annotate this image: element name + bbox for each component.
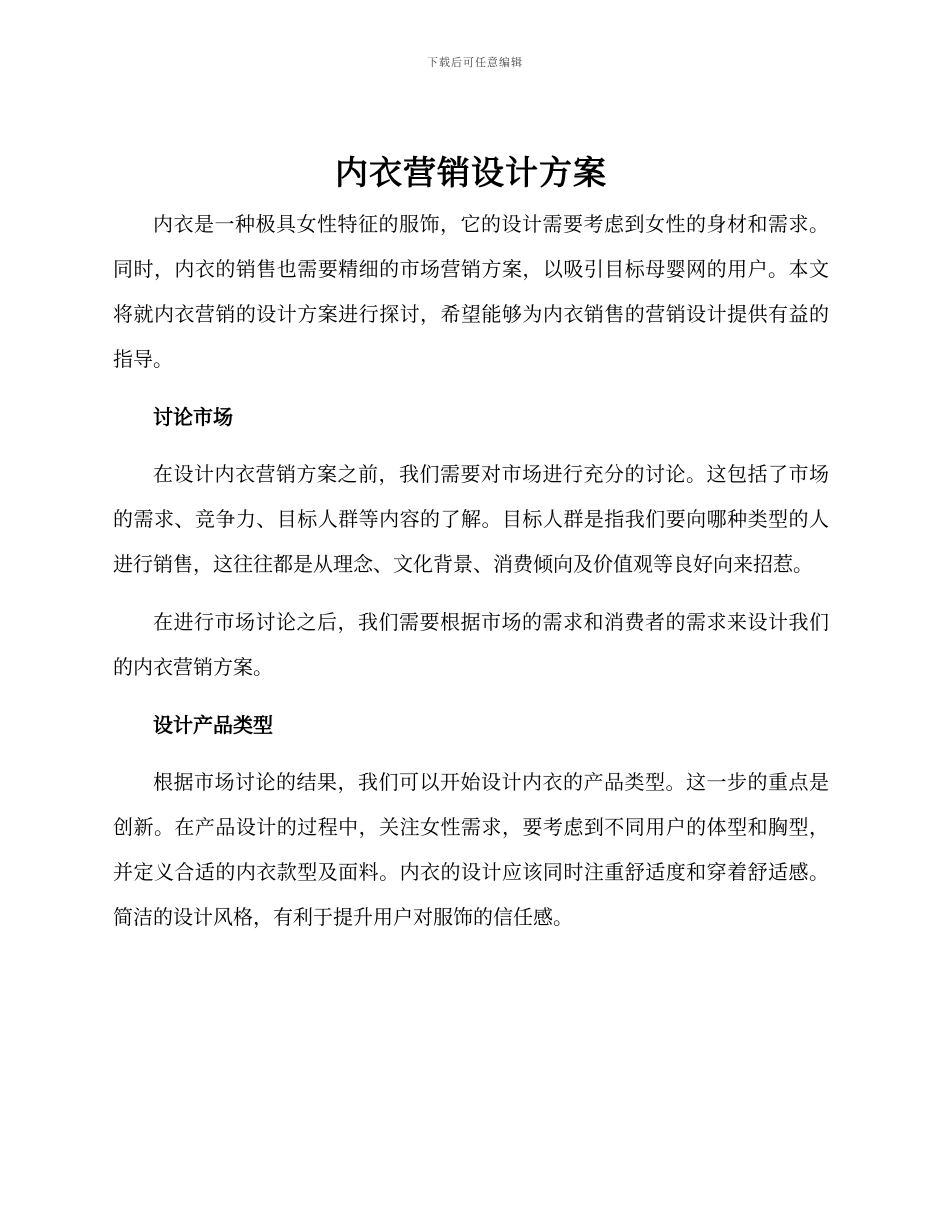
document-title: 内衣营销设计方案 — [335, 153, 607, 192]
product-type-paragraph-1: 根据市场讨论的结果，我们可以开始设计内衣的产品类型。这一步的重点是创新。在产品设计的过程中，关注女性需求，要考虑到不同用户的体型和胸型，并定义合适的内衣款型及面料。内衣的设计应该同时注重舒适度和穿着舒适感。简洁的设计风格，有利于提升用户对服饰的信任感。 — [113, 770, 829, 929]
header-note: 下载后可任意编辑 — [427, 56, 523, 69]
market-paragraph-1: 在设计内衣营销方案之前，我们需要对市场进行充分的讨论。这包括了市场的需求、竞争力、目标人群等内容的了解。目标人群是指我们要向哪种类型的人进行销售，这往往都是从理念、文化背景、消费倾向及价值观等良好向来招惹。 — [113, 462, 829, 576]
market-paragraph-2: 在进行市场讨论之后，我们需要根据市场的需求和消费者的需求来设计我们的内衣营销方案。 — [113, 610, 829, 679]
section-heading-market: 讨论市场 — [153, 405, 233, 429]
section-heading-product-type: 设计产品类型 — [153, 713, 273, 737]
document-body — [113, 150, 829, 953]
intro-paragraph: 内衣是一种极具女性特征的服饰，它的设计需要考虑到女性的身材和需求。同时，内衣的销售也需要精细的市场营销方案，以吸引目标母婴网的用户。本文将就内衣营销的设计方案进行探讨，希望能够为内衣销售的营销设计提供有益的指导。 — [113, 212, 829, 371]
